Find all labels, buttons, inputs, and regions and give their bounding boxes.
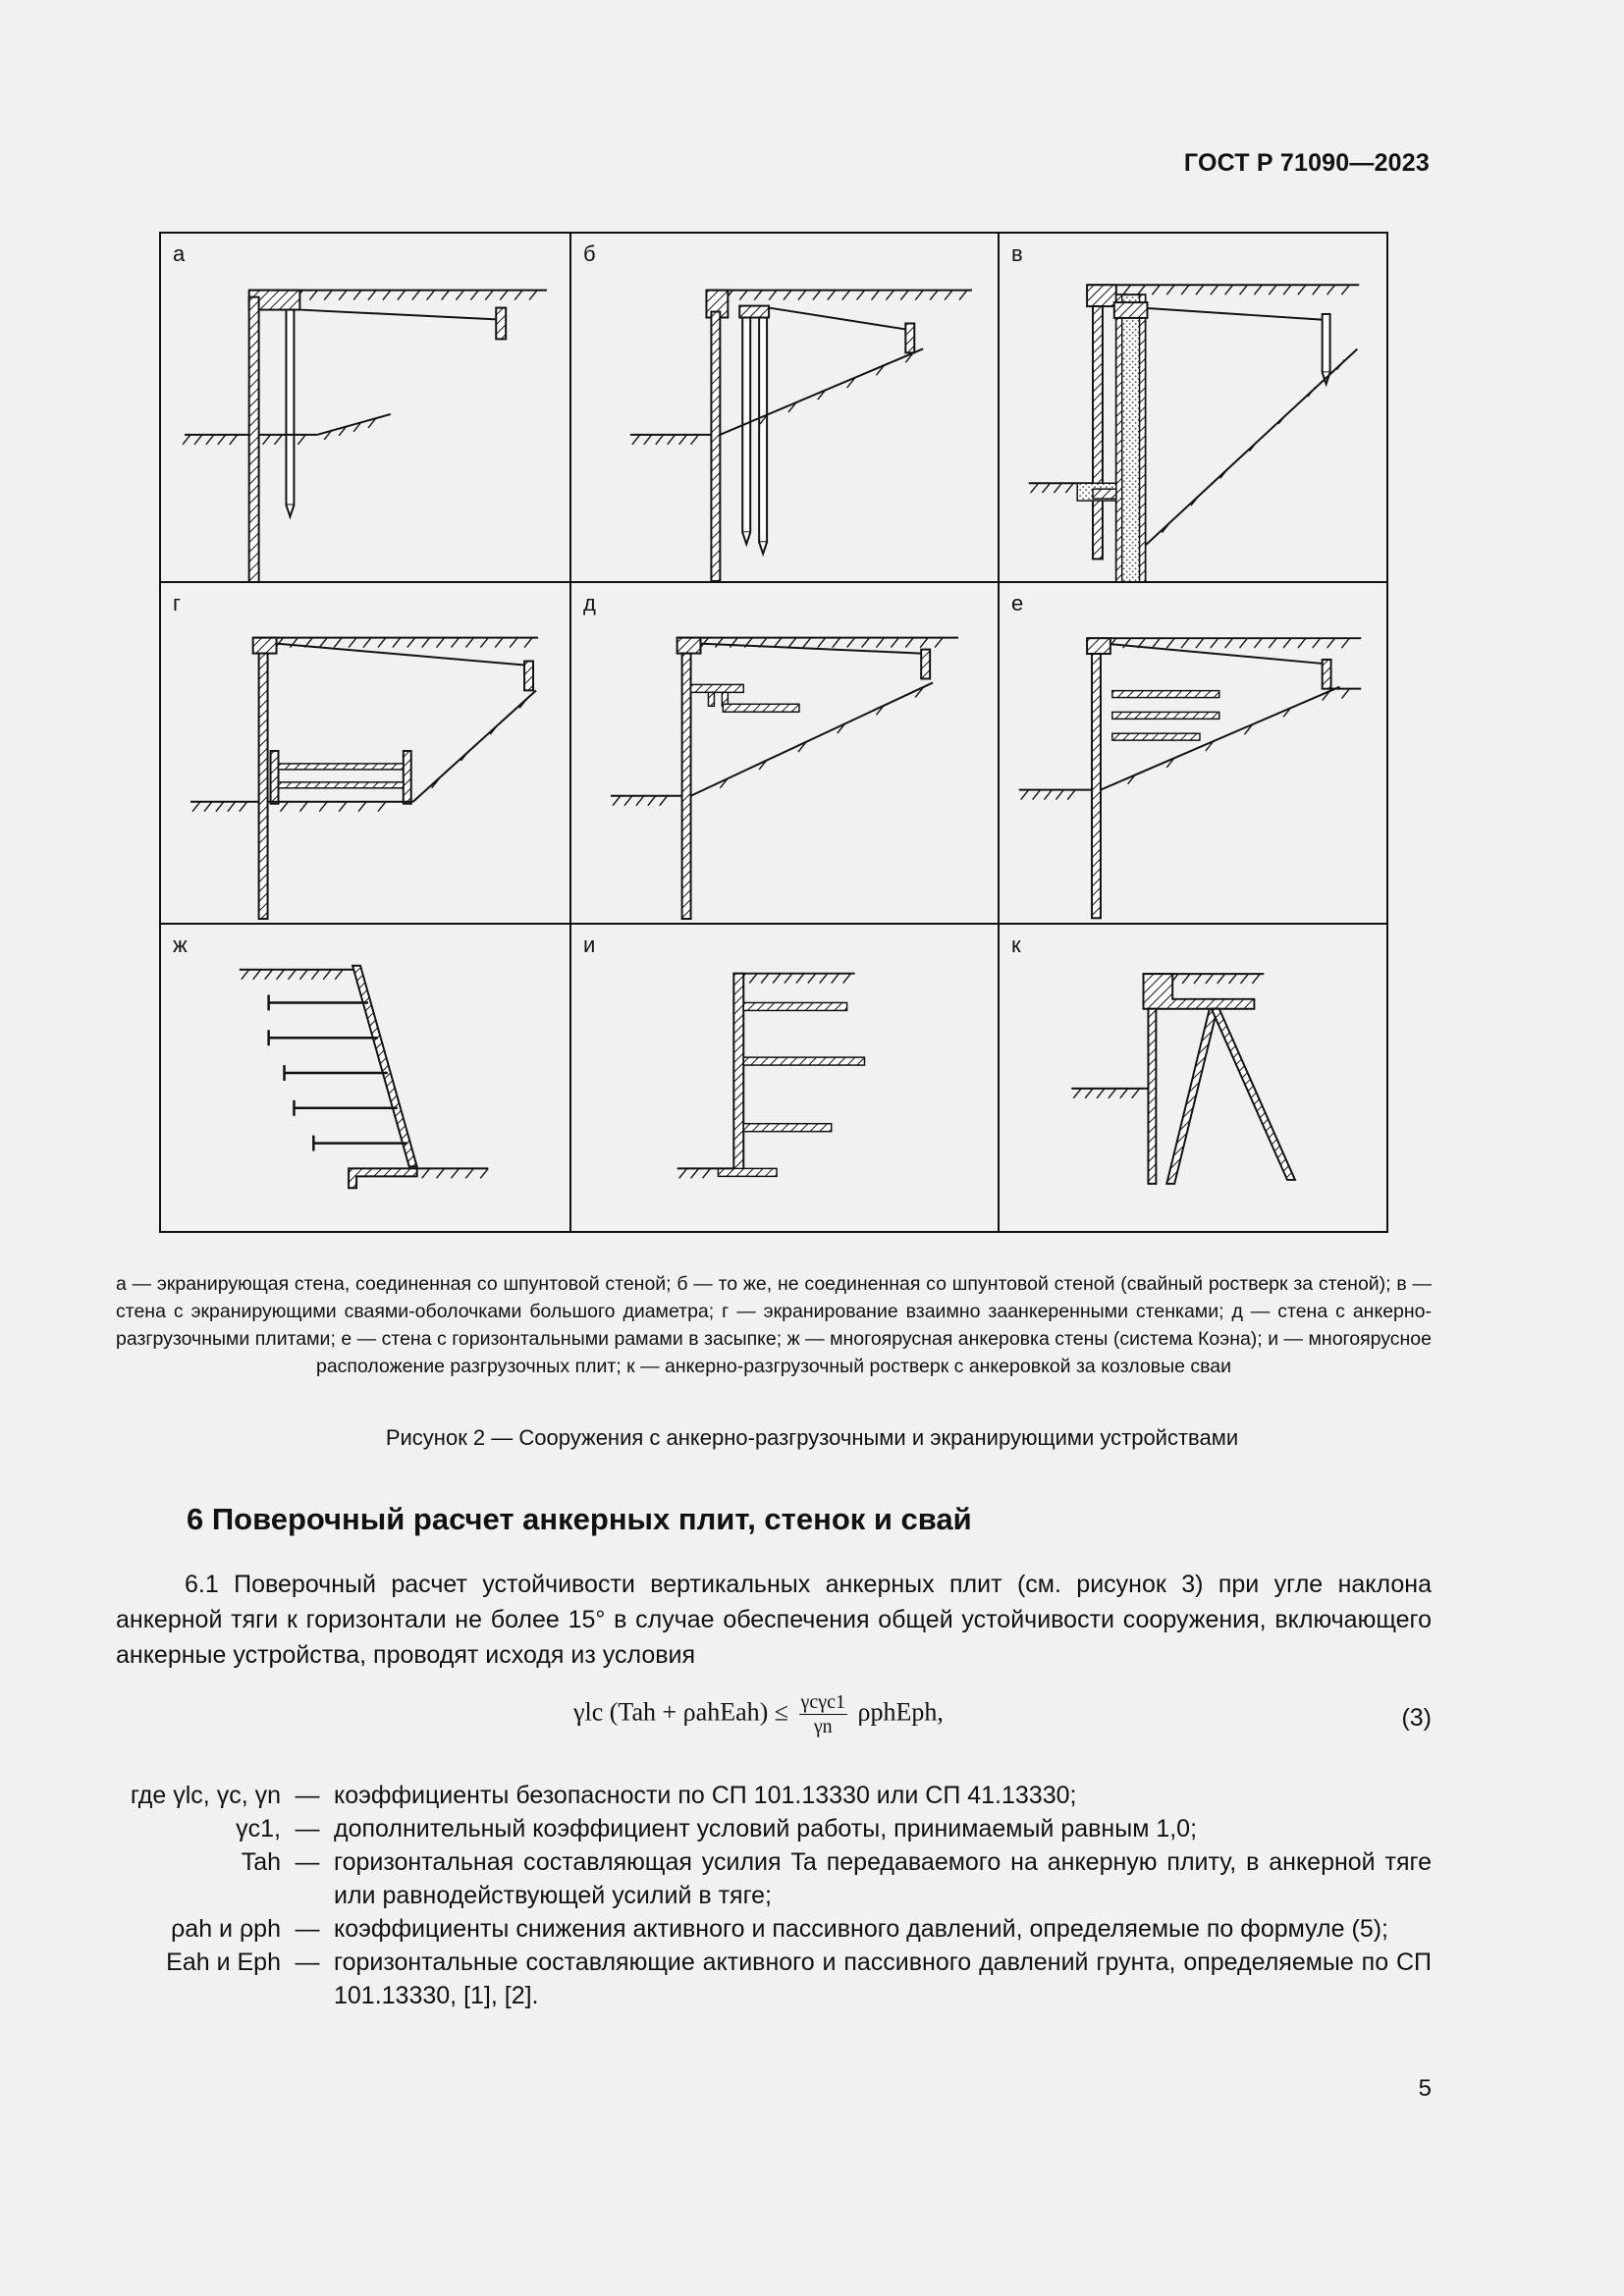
definition-text: дополнительный коэффициент условий работы, принимаемый равным 1,0; <box>334 1815 1198 1842</box>
panel-k-drawing <box>1000 925 1386 1231</box>
definition-item <box>116 1912 1432 1946</box>
definition-item <box>116 1946 1432 2012</box>
definition-item <box>116 1812 1432 1845</box>
definition-symbol: где γlc, γc, γn <box>130 1782 281 1809</box>
section-heading: 6 Поверочный расчет анкерных плит, стенок и свай <box>187 1502 972 1536</box>
definition-item <box>116 1845 1432 1912</box>
formula-3 <box>573 1690 944 1738</box>
definition-text: горизонтальные составляющие активного и пассивного давлений грунта, определяемые по СП 101.13330, [1], [2]. <box>334 1949 1432 2009</box>
definition-item <box>116 1779 1432 1812</box>
panel-a-drawing <box>161 234 569 581</box>
panel-k <box>1000 925 1386 1231</box>
panel-label: б <box>583 241 596 266</box>
figure-legend: а — экранирующая стена, соединенная со шпунтовой стеной; б — то же, не соединенная со шпунтовой стеной (свайный ростверк за стеной); в — стена с экранирующими сваями-оболочками большого диаметра; г — экранирование взаимно заанкеренными стенками; д — стена с анкерно-разгрузочными плитами; е — стена с горизонтальными рамами в засыпке; ж — многоярусная анкеровка стены (система Коэна); и — многоярусное расположение разгрузочных плит; к — анкерно-разгрузочный ростверк с анкеровкой за козловые сваи <box>116 1273 1432 1377</box>
formula-lhs: γlc (Tah + ρahEah) ≤ <box>573 1697 789 1727</box>
formula-rhs: ρphEph, <box>857 1697 944 1727</box>
panel-zh <box>161 925 571 1231</box>
definition-dash: — <box>295 1949 320 1976</box>
definition-dash: — <box>295 1915 320 1943</box>
definition-symbol: γc1, <box>236 1815 281 1842</box>
panel-g-drawing <box>161 583 569 923</box>
panel-label: в <box>1011 241 1023 266</box>
panel-label: г <box>173 591 182 615</box>
panel-d <box>571 583 1000 925</box>
figure-caption: Рисунок 2 — Сооружения с анкерно-разгрузочными и экранирующими устройствами <box>385 1425 1239 1450</box>
definitions-list <box>116 1779 1432 2012</box>
panel-label: а <box>173 241 186 266</box>
fraction-denominator: γn <box>813 1716 833 1737</box>
panel-label: и <box>583 933 596 957</box>
panel-v-drawing <box>1000 234 1386 581</box>
formula-fraction <box>799 1690 847 1738</box>
paragraph-6-1 <box>116 1567 1432 1673</box>
definition-text: коэффициенты снижения активного и пассивного давлений, определяемые по формуле (5); <box>334 1915 1388 1943</box>
page-number: 5 <box>1418 2075 1432 2102</box>
definition-symbol: Eah и Eph <box>166 1949 281 1976</box>
panel-zh-drawing <box>161 925 569 1231</box>
panel-label: ж <box>173 933 188 957</box>
panel-d-drawing <box>571 583 998 923</box>
fraction-numerator: γcγc1 <box>800 1691 845 1713</box>
definition-dash: — <box>295 1848 320 1876</box>
definition-text: коэффициенты безопасности по СП 101.13330 или СП 41.13330; <box>334 1782 1077 1809</box>
panel-a <box>161 234 571 583</box>
panel-i-drawing <box>571 925 998 1231</box>
panel-b-drawing <box>571 234 998 581</box>
panel-label: е <box>1011 591 1024 615</box>
definition-text: горизонтальная составляющая усилия Ta передаваемого на анкерную плиту, в анкерной тяге или равнодействующей усилий в тяге; <box>334 1848 1432 1909</box>
panel-label: к <box>1011 933 1021 957</box>
figure-grid <box>159 232 1388 1233</box>
definition-dash: — <box>295 1815 320 1842</box>
panel-e <box>1000 583 1386 925</box>
paragraph-text: 6.1 Поверочный расчет устойчивости вертикальных анкерных плит (см. рисунок 3) при угле наклона анкерной тяги к горизонтали не более 15° в случае обеспечения общей устойчивости сооружения, включающего анкерные устройства, проводят исходя из условия <box>116 1571 1432 1669</box>
panel-v <box>1000 234 1386 583</box>
panel-label: д <box>583 591 596 615</box>
panel-g <box>161 583 571 925</box>
definition-dash: — <box>295 1782 320 1809</box>
equation-number: (3) <box>1401 1704 1432 1732</box>
definition-symbol: ρah и ρph <box>171 1915 281 1943</box>
panel-e-drawing <box>1000 583 1386 923</box>
definition-symbol: Tah <box>241 1848 281 1876</box>
document-header: ГОСТ Р 71090—2023 <box>1183 149 1430 177</box>
panel-b <box>571 234 1000 583</box>
panel-i <box>571 925 1000 1231</box>
